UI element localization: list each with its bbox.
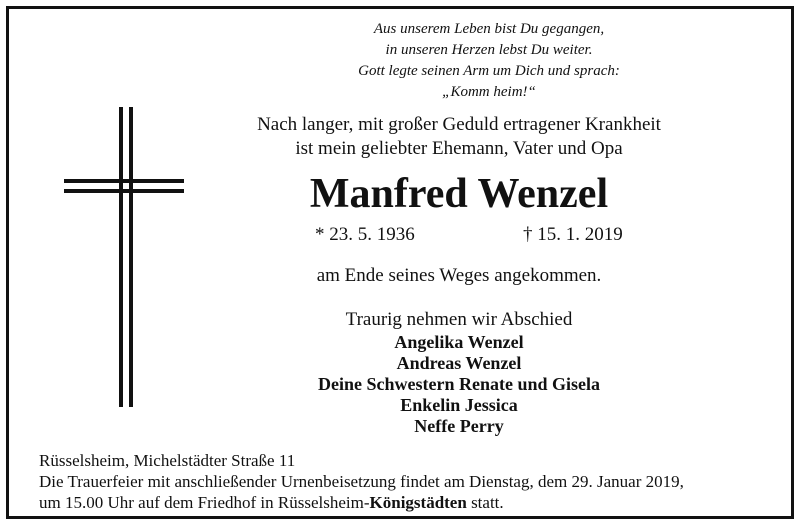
deceased-name: Manfred Wenzel <box>309 171 609 217</box>
location-name: Königstädten <box>369 493 467 512</box>
mourner-name: Angelika Wenzel <box>394 332 524 352</box>
verse-line: „Komm heim!“ <box>442 84 536 100</box>
ceremony-line: Die Trauerfeier mit anschließender Urnenbeisetzung findet am Dienstag, dem 29. Januar 2019, <box>39 472 684 491</box>
death-date: † 15. 1. 2019 <box>523 224 623 245</box>
verse-line: Gott legte seinen Arm um Dich und sprach: <box>358 63 620 79</box>
birth-date: * 23. 5. 1936 <box>315 224 415 245</box>
obituary-notice <box>6 6 794 519</box>
address-line: Rüsselsheim, Michelstädter Straße 11 <box>39 451 296 470</box>
funeral-info <box>39 450 784 513</box>
mourner-name: Andreas Wenzel <box>396 353 522 373</box>
mourner-name: Deine Schwestern Renate und Gisela <box>318 374 600 394</box>
memorial-verse <box>279 19 699 103</box>
intro-text <box>219 113 699 161</box>
intro-line: ist mein geliebter Ehemann, Vater und Opa <box>295 138 623 159</box>
verse-line: Aus unserem Leben bist Du gegangen, <box>373 21 605 37</box>
mourning-intro: Traurig nehmen wir Abschied <box>345 309 573 330</box>
verse-line: in unseren Herzen lebst Du weiter. <box>385 42 593 58</box>
intro-line: Nach langer, mit großer Geduld ertragener Krankheit <box>257 114 661 135</box>
mourner-list <box>219 332 699 437</box>
mourner-name: Enkelin Jessica <box>400 395 518 415</box>
cross-icon <box>64 107 184 407</box>
location-line <box>39 492 784 513</box>
closing-line: am Ende seines Weges angekommen. <box>316 265 602 286</box>
location-suffix: statt. <box>466 493 504 512</box>
location-prefix: um 15.00 Uhr auf dem Friedhof in Rüsselsheim- <box>39 493 370 512</box>
mourner-name: Neffe Perry <box>414 416 504 436</box>
